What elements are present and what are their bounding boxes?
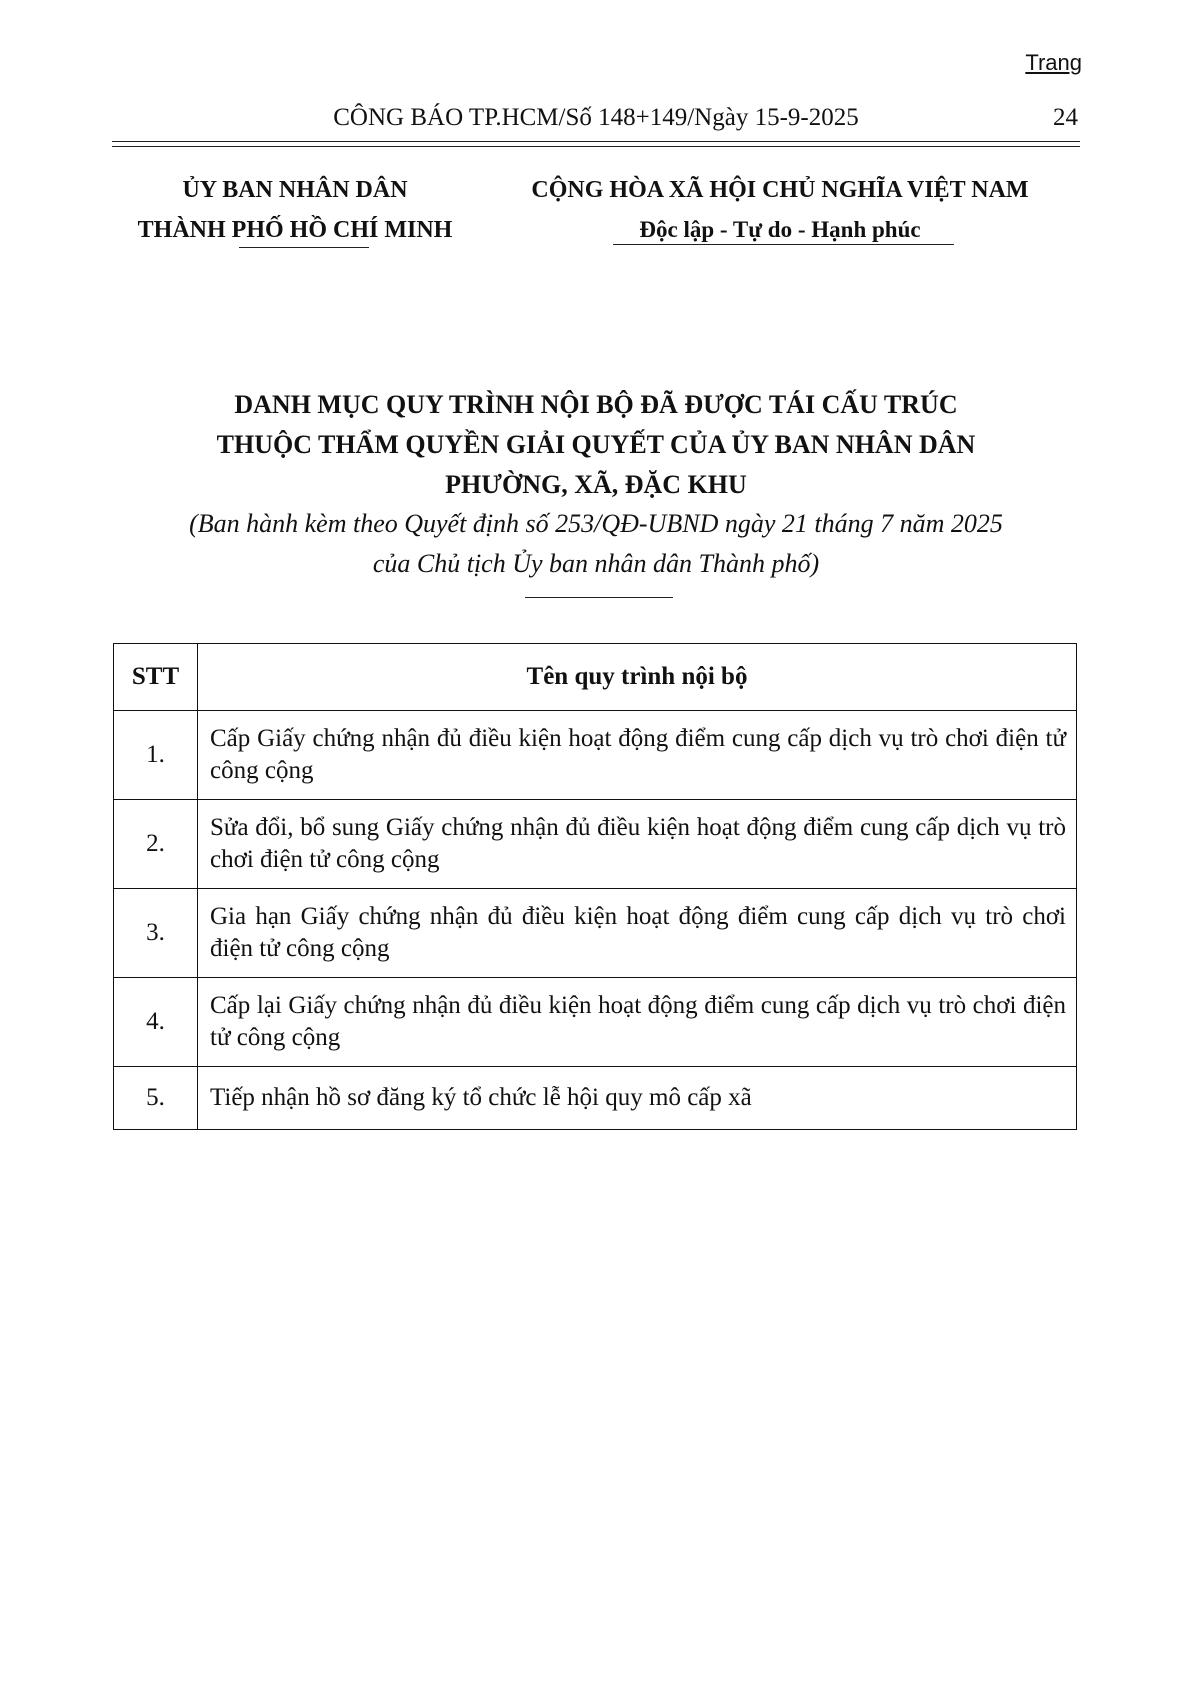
row-stt: 4.	[114, 978, 198, 1067]
row-name: Cấp Giấy chứng nhận đủ điều kiện hoạt động điểm cung cấp dịch vụ trò chơi điện tử công cộng	[198, 711, 1077, 800]
running-head-title: CÔNG BÁO TP.HCM/Số 148+149/Ngày 15-9-2025	[333, 104, 859, 131]
header-rule-bottom	[112, 146, 1080, 147]
row-stt: 5.	[114, 1067, 198, 1130]
row-name: Cấp lại Giấy chứng nhận đủ điều kiện hoạt động điểm cung cấp dịch vụ trò chơi điện tử công cộng	[198, 978, 1077, 1067]
page-label: Trang	[1025, 50, 1082, 75]
agency-line-1: ỦY BAN NHÂN DÂN	[182, 177, 408, 203]
title-line-1: DANH MỤC QUY TRÌNH NỘI BỘ ĐÃ ĐƯỢC TÁI CẤU TRÚC	[234, 390, 958, 419]
row-stt: 1.	[114, 711, 198, 800]
title-line-3: PHƯỜNG, XÃ, ĐẶC KHU	[445, 470, 747, 499]
row-stt: 3.	[114, 889, 198, 978]
nation-name: CỘNG HÒA XÃ HỘI CHỦ NGHĨA VIỆT NAM	[531, 177, 1029, 203]
national-motto	[500, 170, 1060, 250]
title-line-2: THUỘC THẨM QUYỀN GIẢI QUYẾT CỦA ỦY BAN NHÂN DÂN	[216, 430, 976, 459]
table-row	[114, 711, 1077, 800]
page-number: 24	[1053, 104, 1078, 131]
table-row	[114, 1067, 1077, 1130]
row-name: Sửa đổi, bổ sung Giấy chứng nhận đủ điều kiện hoạt động điểm cung cấp dịch vụ trò chơi điện tử công cộng	[198, 800, 1077, 889]
title-rule	[525, 597, 673, 598]
motto-underline	[613, 244, 954, 245]
row-stt: 2.	[114, 800, 198, 889]
subtitle-line-1: (Ban hành kèm theo Quyết định số 253/QĐ-UBND ngày 21 tháng 7 năm 2025	[189, 509, 1003, 538]
agency-line-2: THÀNH PHỐ HỒ CHÍ MINH	[137, 217, 453, 243]
issuing-agency	[120, 170, 470, 250]
agency-underline	[239, 247, 369, 248]
row-name: Tiếp nhận hồ sơ đăng ký tổ chức lễ hội quy mô cấp xã	[198, 1067, 1077, 1130]
table-row	[114, 800, 1077, 889]
subtitle-line-2: của Chủ tịch Ủy ban nhân dân Thành phố)	[372, 549, 820, 578]
document-subtitle	[112, 504, 1080, 584]
table-row	[114, 889, 1077, 978]
running-head	[112, 104, 1080, 138]
table-header-row	[114, 644, 1077, 711]
table-row	[114, 978, 1077, 1067]
motto: Độc lập - Tự do - Hạnh phúc	[639, 217, 921, 242]
header-name: Tên quy trình nội bộ	[198, 644, 1077, 711]
document-title	[112, 385, 1080, 505]
header-stt: STT	[114, 644, 198, 711]
header-rule-top	[112, 141, 1080, 142]
row-name: Gia hạn Giấy chứng nhận đủ điều kiện hoạt động điểm cung cấp dịch vụ trò chơi điện tử công cộng	[198, 889, 1077, 978]
procedure-table	[113, 643, 1077, 1130]
